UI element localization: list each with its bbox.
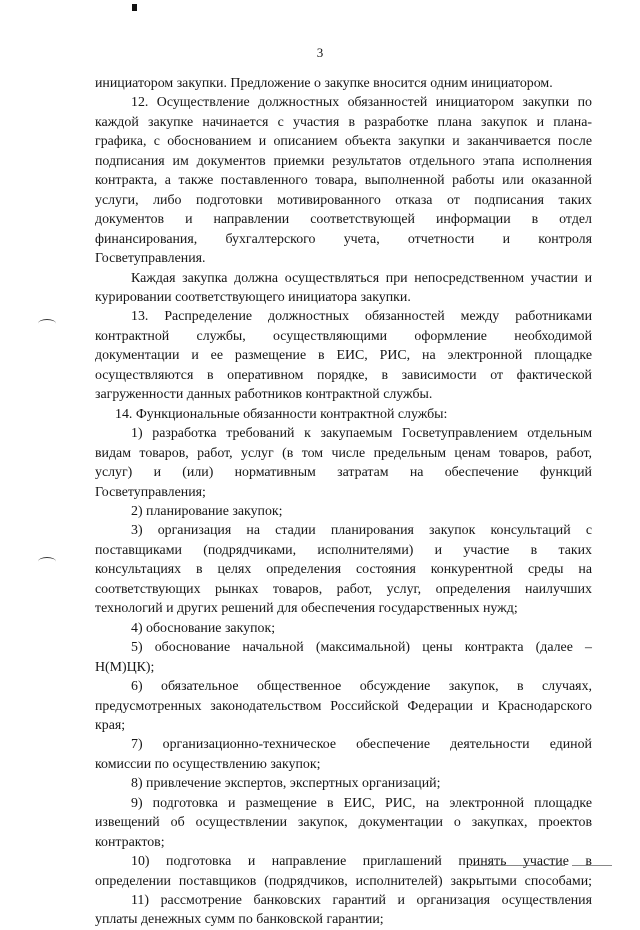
text-line: Н(М)ЦК); bbox=[95, 659, 155, 675]
text-line: осуществляются в оперативном порядке, в зависимости от фактической bbox=[95, 367, 592, 383]
margin-mark bbox=[38, 319, 56, 328]
text-line: финансирования, бухгалтерского учета, отчетности и контроля bbox=[95, 231, 592, 247]
text-line: Госветуправления. bbox=[95, 251, 206, 267]
text-line: 6) обязательное общественное обсуждение закупок, в случаях, bbox=[131, 679, 592, 695]
text-line: Госветуправления; bbox=[95, 484, 206, 500]
text-line: 2) планирование закупок; bbox=[131, 503, 283, 519]
text-line: 13. Распределение должностных обязанностей между работниками bbox=[131, 309, 592, 325]
text-line: графика, с обоснованием и описанием объекта закупки и заканчивается после bbox=[95, 134, 592, 150]
text-line: определении поставщиков (подрядчиков, исполнителей) закрытыми способами; bbox=[95, 873, 592, 889]
text-line: края; bbox=[95, 717, 126, 733]
text-line: соответствующих рынках товаров, работ, услуг, определения наилучших bbox=[95, 581, 592, 597]
text-line: 5) обоснование начальной (максимальной) цены контракта (далее – bbox=[131, 640, 592, 656]
text-line: 7) организационно-техническое обеспечение деятельности единой bbox=[131, 737, 592, 753]
text-line: Каждая закупка должна осуществляться при непосредственном участии и bbox=[131, 270, 592, 286]
text-line: извещений об осуществлении закупок, документации о закупках, проектов bbox=[95, 815, 592, 831]
page-number: 3 bbox=[316, 45, 324, 60]
text-line: загруженности данных работников контрактной службы. bbox=[95, 387, 433, 403]
text-line: предусмотренных законодательством Российской Федерации и Краснодарского bbox=[95, 698, 592, 714]
text-line: инициатором закупки. Предложение о закупке вносится одним инициатором. bbox=[95, 76, 553, 91]
text-line: 1) разработка требований к закупаемым Госветуправлением отдельным bbox=[131, 426, 592, 442]
text-line: 12. Осуществление должностных обязанностей инициатором закупки по bbox=[131, 95, 592, 111]
text-line: 8) привлечение экспертов, экспертных организаций; bbox=[131, 776, 441, 792]
text-line: 14. Функциональные обязанности контрактной службы: bbox=[115, 406, 448, 422]
text-line: комиссии по осуществлению закупок; bbox=[95, 756, 321, 772]
text-line: контрактной службы, осуществляющими оформление необходимой bbox=[95, 328, 592, 344]
text-line: каждой закупке начинается с участия в разработке плана закупок и плана- bbox=[95, 114, 592, 130]
text-line: консультациях в целях определения состояния конкурентной среды на bbox=[95, 562, 592, 578]
text-line: технологий и других решений для обеспечения государственных нужд; bbox=[95, 601, 518, 617]
text-line: 3) организация на стадии планирования закупок консультаций с bbox=[131, 523, 592, 539]
text-line: документации и ее размещение в ЕИС, РИС, на электронной площадке bbox=[95, 348, 592, 364]
text-line: контрактов; bbox=[95, 834, 165, 850]
scan-mark bbox=[132, 4, 137, 11]
text-line: 10) подготовка и направление приглашений принять участие в bbox=[131, 854, 592, 870]
text-line: подписания им документов приемки результатов отдельного этапа исполнения bbox=[95, 153, 592, 169]
text-line: видам товаров, работ, услуг (в том числе предельным ценам товаров, работ, bbox=[95, 445, 592, 461]
text-line: 9) подготовка и размещение в ЕИС, РИС, на электронной площадке bbox=[131, 795, 592, 811]
text-line: 4) обоснование закупок; bbox=[131, 620, 276, 636]
text-line: контракта, а также поставленного товара, выполненной работы или оказанной bbox=[95, 173, 592, 189]
text-line: услуг) и (или) нормативным затратам на обеспечение функций bbox=[95, 465, 592, 481]
text-line: курировании соответствующего инициатора закупки. bbox=[95, 289, 411, 305]
text-line: услуги, либо подготовки мотивированного отказа от подписания таких bbox=[95, 192, 592, 208]
text-line: поставщиками (подрядчиками, исполнителями) и участие в таких bbox=[95, 542, 592, 558]
text-line: документов и направлении соответствующей информации в отдел bbox=[95, 212, 592, 228]
margin-mark bbox=[38, 557, 56, 566]
document-body bbox=[95, 74, 592, 930]
text-line: 11) рассмотрение банковских гарантий и организация осуществления bbox=[131, 893, 592, 909]
text-line: уплаты денежных сумм по банковской гарантии; bbox=[95, 912, 384, 928]
